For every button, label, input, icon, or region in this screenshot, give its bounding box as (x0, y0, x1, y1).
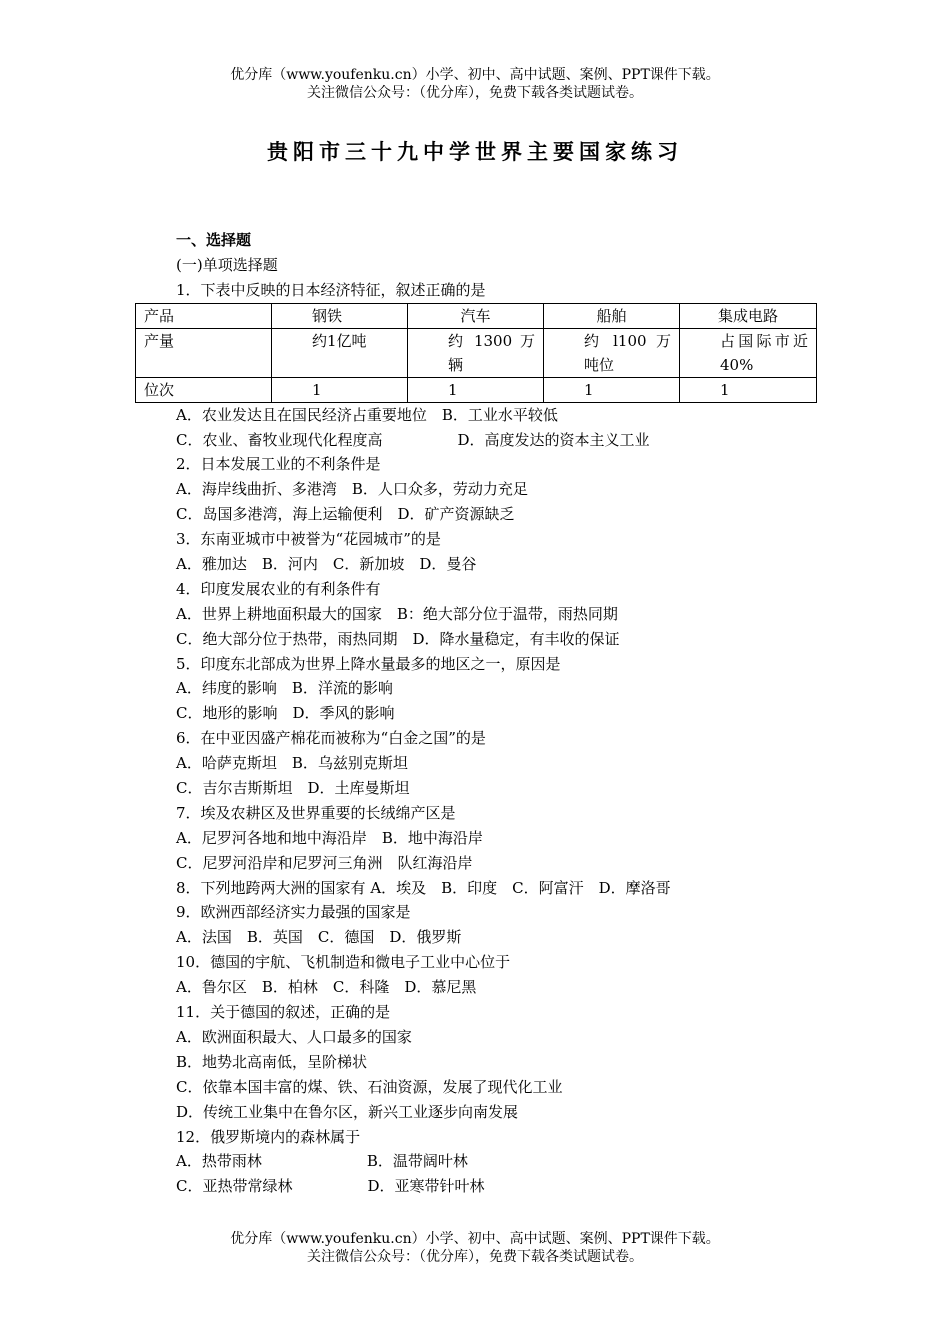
answer-option: C．岛国多港湾，海上运输便利 D．矿产资源缺乏 (176, 505, 515, 524)
answer-option: A．鲁尔区 B．柏林 C．科隆 D．慕尼黑 (176, 978, 477, 997)
table-header-cell: 集成电路 (680, 303, 817, 328)
answer-option: C．吉尔吉斯斯坦 D．土库曼斯坦 (176, 779, 410, 798)
answer-option: C．地形的影响 D．季风的影响 (176, 704, 395, 723)
page-title: 贵阳市三十九中学世界主要国家练习 (267, 140, 683, 164)
table-cell: 位次 (136, 377, 272, 402)
answer-option: A．尼罗河各地和地中海沿岸 B．地中海沿岸 (176, 828, 483, 847)
page-header (0, 66, 950, 102)
table-cell: 1 (272, 377, 408, 402)
question-stem: 4．印度发展农业的有利条件有 (176, 579, 381, 598)
table-header-cell: 钢铁 (272, 303, 408, 328)
table-cell: 1 (680, 377, 817, 402)
question-list (176, 452, 816, 1199)
table-row (136, 377, 817, 402)
table-cell: 产量 (136, 328, 272, 377)
table-header-cell: 船舶 (544, 303, 680, 328)
question-stem: 9．欧洲西部经济实力最强的国家是 (176, 903, 411, 922)
answer-option: A．热带雨林 B．温带阔叶林 (176, 1152, 468, 1171)
table-cell: 约 l100 万吨位 (544, 328, 680, 377)
question-stem: 10．德国的宇航、飞机制造和微电子工业中心位于 (176, 953, 511, 972)
question-stem: 7．埃及农耕区及世界重要的长绒绵产区是 (176, 803, 456, 822)
question-stem: 12．俄罗斯境内的森林属于 (176, 1127, 361, 1146)
answer-option: A．法国 B．英国 C．德国 D．俄罗斯 (176, 928, 462, 947)
document-body (144, 228, 816, 1199)
answer-option: A．欧洲面积最大、人口最多的国家 (176, 1027, 412, 1046)
question-stem: 2．日本发展工业的不利条件是 (176, 455, 381, 474)
table-cell: 1 (408, 377, 544, 402)
answer-option: B．地势北高南低，呈阶梯状 (176, 1052, 368, 1071)
table-header-cell: 产品 (136, 303, 272, 328)
answer-option: C．农业、畜牧业现代化程度高 D．高度发达的资本主义工业 (176, 430, 650, 449)
table-cell: 约1亿吨 (272, 328, 408, 377)
answer-option: C．绝大部分位于热带，雨热同期 D．降水量稳定，有丰收的保证 (176, 629, 620, 648)
answer-option: A．海岸线曲折、多港湾 B．人口众多，劳动力充足 (176, 480, 528, 499)
table-row (136, 328, 817, 377)
table-cell: 1 (544, 377, 680, 402)
answer-option: A．农业发达且在国民经济占重要地位 B．工业水平较低 (176, 405, 558, 424)
page-footer (0, 1230, 950, 1266)
question-stem: 5．印度东北部成为世界上降水量最多的地区之一，原因是 (176, 654, 561, 673)
header-line-1: 优分库（www.youfenku.cn）小学、初中、高中试题、案例、PPT课件下载。 (230, 67, 720, 83)
table-cell: 约 1300 万辆 (408, 328, 544, 377)
answer-option: A．世界上耕地面积最大的国家 B：绝大部分位于温带，雨热同期 (176, 604, 618, 623)
header-line-2: 关注微信公众号：（优分库），免费下载各类试题试卷。 (307, 85, 643, 101)
answer-option: D．传统工业集中在鲁尔区，新兴工业逐步向南发展 (176, 1102, 519, 1121)
answer-option: C．亚热带常绿林 D．亚寒带针叶林 (176, 1177, 485, 1196)
question-stem: 11．关于德国的叙述，正确的是 (176, 1003, 391, 1022)
table-header-cell: 汽车 (408, 303, 544, 328)
answer-option: A．哈萨克斯坦 B．乌兹别克斯坦 (176, 754, 408, 773)
answer-option: C．依靠本国丰富的煤、铁、石油资源，发展了现代化工业 (176, 1077, 563, 1096)
section-heading: 一、选择题 (176, 231, 252, 249)
table-header-row (136, 303, 817, 328)
footer-line-1: 优分库（www.youfenku.cn）小学、初中、高中试题、案例、PPT课件下载。 (230, 1231, 720, 1247)
question-stem: 8．下列地跨两大洲的国家有 A．埃及 B．印度 C．阿富汗 D．摩洛哥 (176, 878, 671, 897)
question-stem: 1．下表中反映的日本经济特征，叙述正确的是 (176, 280, 486, 299)
question-stem: 3．东南亚城市中被誉为“花园城市”的是 (176, 530, 441, 549)
answer-option: C．尼罗河沿岸和尼罗河三角洲 队红海沿岸 (176, 853, 473, 872)
answer-option: A．雅加达 B．河内 C．新加坡 D．曼谷 (176, 555, 477, 574)
question-stem: 6．在中亚因盛产棉花而被称为“白金之国”的是 (176, 729, 486, 748)
answer-option: A．纬度的影响 B．洋流的影响 (176, 679, 393, 698)
japan-economy-table (135, 303, 817, 403)
subsection-heading: (一)单项选择题 (176, 255, 278, 274)
table-cell: 占国际市近40% (680, 328, 817, 377)
footer-line-2: 关注微信公众号：（优分库），免费下载各类试题试卷。 (307, 1249, 643, 1265)
